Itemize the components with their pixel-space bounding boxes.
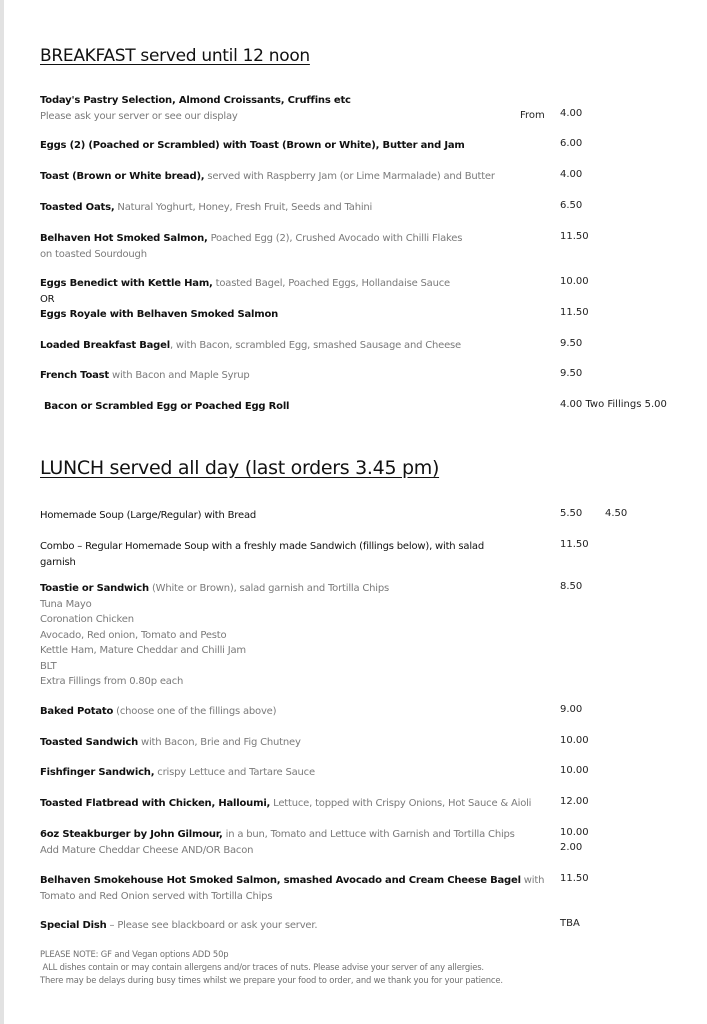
menu-item — [40, 338, 700, 354]
menu-item — [40, 169, 700, 185]
menu-item — [40, 138, 700, 154]
item-desc: (White or Brown), salad garnish and Tortilla Chips — [148, 583, 390, 594]
lunch-title: LUNCH served all day (last orders 3.45 pm) — [40, 457, 440, 479]
item-price: TBA — [560, 918, 580, 929]
item-price: 10.00 — [560, 735, 589, 746]
item-desc-line2: on toasted Sourdough — [40, 248, 147, 260]
item-name-line2: garnish — [40, 556, 76, 568]
item-price: 4.00 — [560, 169, 583, 180]
item-desc: Natural Yoghurt, Honey, Fresh Fruit, Seeds and Tahini — [114, 202, 373, 213]
item-price-large: 5.50 — [560, 508, 583, 519]
item-desc: – Please see blackboard or ask your server. — [106, 920, 318, 931]
filling-item: Kettle Ham, Mature Cheddar and Chilli Jam — [40, 645, 246, 656]
item-price: 11.50 — [560, 231, 589, 242]
item-price: 4.00 Two Fillings 5.00 — [560, 399, 667, 410]
item-desc: crispy Lettuce and Tartare Sauce — [154, 767, 315, 778]
item-name: Belhaven Hot Smoked Salmon, — [40, 233, 208, 244]
item-name: Toasted Oats, — [40, 202, 115, 213]
item-price: 11.50 — [560, 873, 589, 884]
item-desc: with Bacon, Brie and Fig Chutney — [138, 737, 301, 748]
item-price: 10.00 — [560, 276, 589, 287]
menu-item — [40, 735, 700, 751]
item-price: 10.00 — [560, 827, 589, 838]
note-delays: There may be delays during busy times whilst we prepare your food to order, and we thank you for your patience. — [40, 975, 503, 985]
item-name: Combo – Regular Homemade Soup with a freshly made Sandwich (fillings below), with salad — [40, 541, 485, 552]
item-name: Special Dish — [40, 920, 107, 931]
item-price: 12.00 — [560, 796, 589, 807]
item-desc: served with Raspberry Jam (or Lime Marmalade) and Butter — [204, 171, 495, 182]
item-name: Toastie or Sandwich — [40, 583, 149, 594]
filling-item: Coronation Chicken — [40, 614, 134, 625]
menu-item — [40, 918, 700, 934]
filling-item: Avocado, Red onion, Tomato and Pesto — [40, 629, 227, 641]
item-name: Eggs Benedict with Kettle Ham, — [40, 278, 213, 289]
item-note: Please ask your server or see our display — [40, 110, 238, 122]
item-name: Eggs (2) (Poached or Scrambled) with Toast (Brown or White), Butter and Jam — [40, 140, 465, 151]
item-desc: toasted Bagel, Poached Eggs, Hollandaise Sauce — [212, 278, 450, 289]
filling-item: BLT — [40, 660, 57, 672]
menu-item — [40, 539, 700, 570]
menu-item — [40, 704, 700, 720]
item-name: Fishfinger Sandwich, — [40, 767, 155, 778]
item-price: 4.00 — [560, 108, 583, 119]
page-edge — [0, 0, 4, 1024]
item-price: 11.50 — [560, 307, 589, 318]
item-price: 8.50 — [560, 581, 583, 592]
or-label: OR — [40, 293, 55, 305]
menu-item — [40, 796, 700, 812]
menu-item — [40, 873, 700, 904]
item-name: Baked Potato — [40, 706, 114, 717]
item-name: Belhaven Smokehouse Hot Smoked Salmon, smashed Avocado and Cream Cheese Bagel — [40, 875, 521, 886]
item-name: French Toast — [40, 370, 109, 381]
menu-item — [40, 827, 700, 858]
item-price: 9.50 — [560, 368, 583, 379]
note-allergens: ALL dishes contain or may contain allergens and/or traces of nuts. Please advise your server of any allergies. — [40, 962, 484, 972]
footnotes — [40, 948, 503, 987]
item-name: Today's Pastry Selection, Almond Croissants, Cruffins etc — [40, 95, 351, 106]
menu-item — [40, 399, 700, 415]
item-name: Toasted Flatbread with Chicken, Halloumi, — [40, 798, 271, 809]
item-price: 9.00 — [560, 704, 583, 715]
item-desc: Lettuce, topped with Crispy Onions, Hot Sauce & Aioli — [270, 798, 532, 809]
item-price: 10.00 — [560, 765, 589, 776]
filling-item: Extra Fillings from 0.80p each — [40, 676, 184, 687]
menu-item — [40, 508, 700, 524]
menu-item — [40, 276, 700, 307]
item-name: 6oz Steakburger by John Gilmour, — [40, 829, 223, 840]
item-name: Loaded Breakfast Bagel — [40, 340, 170, 351]
item-desc: Poached Egg (2), Crushed Avocado with Chilli Flakes — [207, 233, 463, 244]
item-price: 9.50 — [560, 338, 583, 349]
item-price: 6.50 — [560, 200, 583, 211]
item-desc-line2: Tomato and Red Onion served with Tortilla Chips — [40, 890, 273, 902]
item-desc: in a bun, Tomato and Lettuce with Garnish and Tortilla Chips — [222, 829, 515, 840]
addon-price: 2.00 — [560, 842, 583, 853]
from-label: From — [520, 110, 545, 121]
note-dietary: PLEASE NOTE: GF and Vegan options ADD 50p — [40, 949, 229, 959]
menu-item — [40, 307, 700, 323]
item-price: 6.00 — [560, 138, 583, 149]
item-name: Bacon or Scrambled Egg or Poached Egg Roll — [44, 401, 290, 412]
item-desc: with — [520, 875, 545, 886]
breakfast-title: BREAKFAST served until 12 noon — [40, 46, 310, 66]
item-name: Eggs Royale with Belhaven Smoked Salmon — [40, 309, 279, 320]
menu-item — [40, 581, 700, 690]
item-name: Homemade Soup (Large/Regular) with Bread — [40, 510, 257, 521]
filling-item: Tuna Mayo — [40, 598, 92, 610]
menu-item — [40, 368, 700, 384]
item-price: 11.50 — [560, 539, 589, 550]
item-addon: Add Mature Cheddar Cheese AND/OR Bacon — [40, 844, 254, 856]
item-price-regular: 4.50 — [605, 508, 628, 519]
menu-item — [40, 93, 700, 124]
menu-item — [40, 765, 700, 781]
item-name: Toasted Sandwich — [40, 737, 139, 748]
item-desc: , with Bacon, scrambled Egg, smashed Sausage and Cheese — [169, 340, 462, 351]
item-desc: (choose one of the fillings above) — [113, 706, 277, 717]
menu-item — [40, 231, 700, 262]
item-desc: with Bacon and Maple Syrup — [109, 370, 250, 381]
menu-item — [40, 200, 700, 216]
item-name: Toast (Brown or White bread), — [40, 171, 205, 182]
